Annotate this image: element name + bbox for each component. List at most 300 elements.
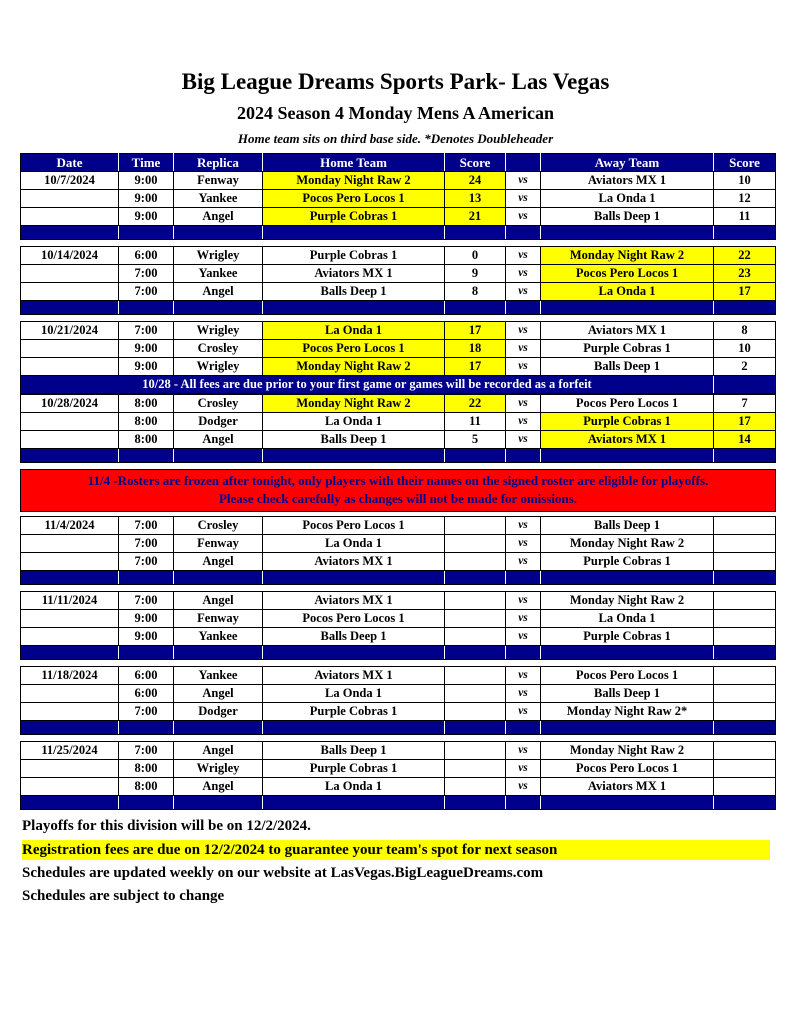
home-score-cell (445, 685, 506, 703)
separator-cell (174, 301, 263, 315)
date-cell (21, 778, 119, 796)
separator-cell (714, 646, 776, 660)
separator-cell (445, 796, 506, 810)
home-score-cell: 17 (445, 358, 506, 376)
time-cell: 7:00 (119, 553, 174, 571)
game-row (21, 283, 776, 301)
replica-cell: Dodger (174, 413, 263, 431)
separator-cell (263, 721, 445, 735)
time-cell: 6:00 (119, 247, 174, 265)
away-score-cell (714, 517, 776, 535)
date-cell (21, 265, 119, 283)
website-note: Schedules are updated weekly on our website at LasVegas.BigLeagueDreams.com (22, 865, 544, 881)
home-team-cell: Purple Cobras 1 (263, 208, 445, 226)
time-cell: 8:00 (119, 395, 174, 413)
home-team-cell: Purple Cobras 1 (263, 760, 445, 778)
away-team-cell: Balls Deep 1 (541, 517, 714, 535)
home-score-cell: 0 (445, 247, 506, 265)
separator-cell (21, 646, 119, 660)
away-team-cell: Purple Cobras 1 (541, 628, 714, 646)
game-row (21, 358, 776, 376)
home-team-cell: Pocos Pero Locos 1 (263, 190, 445, 208)
roster-freeze-banner (20, 469, 776, 512)
separator-cell (445, 226, 506, 240)
vs-label: vs (506, 667, 541, 685)
replica-cell: Yankee (174, 628, 263, 646)
vs-label: vs (506, 413, 541, 431)
separator-cell (174, 721, 263, 735)
separator-cell (119, 301, 174, 315)
date-cell (21, 431, 119, 449)
time-cell: 9:00 (119, 628, 174, 646)
away-team-cell: Monday Night Raw 2 (541, 535, 714, 553)
vs-label: vs (506, 703, 541, 721)
time-cell: 7:00 (119, 322, 174, 340)
game-row (21, 431, 776, 449)
time-cell: 9:00 (119, 340, 174, 358)
home-score-cell: 24 (445, 172, 506, 190)
date-cell: 11/11/2024 (21, 592, 119, 610)
separator-cell (445, 449, 506, 463)
game-row (21, 685, 776, 703)
column-header-score: Score (445, 154, 506, 172)
date-cell (21, 358, 119, 376)
away-score-cell (714, 778, 776, 796)
away-team-cell: La Onda 1 (541, 610, 714, 628)
vs-label: vs (506, 610, 541, 628)
away-team-cell: Aviators MX 1 (541, 431, 714, 449)
away-team-cell: Pocos Pero Locos 1 (541, 760, 714, 778)
vs-label: vs (506, 395, 541, 413)
away-team-cell: Pocos Pero Locos 1 (541, 667, 714, 685)
separator-row (21, 796, 776, 810)
home-team-cell: Balls Deep 1 (263, 628, 445, 646)
home-score-cell (445, 517, 506, 535)
time-cell: 8:00 (119, 413, 174, 431)
away-score-cell (714, 703, 776, 721)
separator-cell (174, 449, 263, 463)
home-score-cell (445, 592, 506, 610)
date-cell (21, 628, 119, 646)
home-score-cell (445, 610, 506, 628)
home-score-cell (445, 553, 506, 571)
away-score-cell: 17 (714, 413, 776, 431)
away-score-cell (714, 667, 776, 685)
separator-cell (174, 796, 263, 810)
home-score-cell (445, 628, 506, 646)
column-header-time: Time (119, 154, 174, 172)
date-cell: 10/28/2024 (21, 395, 119, 413)
schedule-block (20, 666, 776, 735)
separator-cell (119, 796, 174, 810)
away-team-cell: Pocos Pero Locos 1 (541, 395, 714, 413)
home-team-cell: La Onda 1 (263, 685, 445, 703)
away-score-cell (714, 760, 776, 778)
away-team-cell: Balls Deep 1 (541, 208, 714, 226)
date-cell (21, 535, 119, 553)
fees-banner-row (21, 376, 776, 394)
separator-cell (541, 796, 714, 810)
away-score-cell: 23 (714, 265, 776, 283)
away-score-cell (714, 685, 776, 703)
vs-label: vs (506, 358, 541, 376)
away-team-cell: La Onda 1 (541, 190, 714, 208)
home-team-cell: La Onda 1 (263, 413, 445, 431)
home-score-cell (445, 760, 506, 778)
replica-cell: Angel (174, 431, 263, 449)
away-team-cell: Aviators MX 1 (541, 322, 714, 340)
date-cell (21, 340, 119, 358)
game-row (21, 628, 776, 646)
separator-cell (506, 721, 541, 735)
date-cell (21, 553, 119, 571)
playoffs-note: Playoffs for this division will be on 12/2/2024. (22, 818, 311, 834)
away-score-cell (714, 628, 776, 646)
footer (22, 816, 791, 906)
page-subtitle: 2024 Season 4 Monday Mens A American (236, 103, 554, 123)
home-team-cell: Purple Cobras 1 (263, 247, 445, 265)
separator-cell (21, 796, 119, 810)
game-row (21, 322, 776, 340)
date-cell (21, 413, 119, 431)
home-team-cell: Balls Deep 1 (263, 283, 445, 301)
home-score-cell (445, 667, 506, 685)
separator-cell (263, 226, 445, 240)
replica-cell: Wrigley (174, 760, 263, 778)
vs-label: vs (506, 431, 541, 449)
away-score-cell (714, 610, 776, 628)
header-row (21, 154, 776, 172)
away-score-cell: 10 (714, 340, 776, 358)
separator-cell (506, 796, 541, 810)
game-row (21, 778, 776, 796)
home-team-cell: Monday Night Raw 2 (263, 395, 445, 413)
game-row (21, 742, 776, 760)
separator-cell (541, 721, 714, 735)
separator-cell (119, 721, 174, 735)
replica-cell: Fenway (174, 172, 263, 190)
separator-cell (506, 449, 541, 463)
separator-cell (119, 571, 174, 585)
date-cell: 10/21/2024 (21, 322, 119, 340)
game-row (21, 535, 776, 553)
home-team-cell: Aviators MX 1 (263, 592, 445, 610)
away-team-cell: Balls Deep 1 (541, 685, 714, 703)
subject-to-change-note: Schedules are subject to change (22, 888, 225, 904)
game-row (21, 667, 776, 685)
schedule-block (20, 153, 776, 240)
home-team-cell: Aviators MX 1 (263, 265, 445, 283)
separator-cell (541, 449, 714, 463)
schedule-block (20, 394, 776, 463)
date-cell (21, 685, 119, 703)
away-team-cell: Balls Deep 1 (541, 358, 714, 376)
game-row (21, 517, 776, 535)
away-team-cell: Aviators MX 1 (541, 172, 714, 190)
replica-cell: Yankee (174, 265, 263, 283)
home-team-cell: Pocos Pero Locos 1 (263, 517, 445, 535)
date-cell: 11/18/2024 (21, 667, 119, 685)
vs-label: vs (506, 208, 541, 226)
game-row (21, 395, 776, 413)
away-score-cell: 10 (714, 172, 776, 190)
separator-cell (119, 646, 174, 660)
replica-cell: Wrigley (174, 247, 263, 265)
vs-label: vs (506, 340, 541, 358)
game-row (21, 190, 776, 208)
column-header-home-team: Home Team (263, 154, 445, 172)
home-team-note: Home team sits on third base side. *Denotes Doubleheader (237, 131, 554, 146)
game-row (21, 208, 776, 226)
separator-cell (174, 571, 263, 585)
replica-cell: Fenway (174, 610, 263, 628)
home-team-cell: Aviators MX 1 (263, 553, 445, 571)
home-score-cell: 9 (445, 265, 506, 283)
game-row (21, 703, 776, 721)
separator-row (21, 646, 776, 660)
schedule-table (20, 153, 776, 810)
vs-label: vs (506, 283, 541, 301)
home-team-cell: Monday Night Raw 2 (263, 358, 445, 376)
home-team-cell: Balls Deep 1 (263, 431, 445, 449)
schedule-block (20, 741, 776, 810)
separator-cell (506, 571, 541, 585)
time-cell: 7:00 (119, 517, 174, 535)
time-cell: 6:00 (119, 667, 174, 685)
separator-cell (506, 226, 541, 240)
home-score-cell: 11 (445, 413, 506, 431)
vs-label: vs (506, 247, 541, 265)
separator-cell (714, 571, 776, 585)
replica-cell: Wrigley (174, 358, 263, 376)
away-score-cell (714, 553, 776, 571)
separator-cell (263, 449, 445, 463)
time-cell: 7:00 (119, 703, 174, 721)
time-cell: 8:00 (119, 431, 174, 449)
replica-cell: Yankee (174, 667, 263, 685)
vs-label: vs (506, 553, 541, 571)
game-row (21, 265, 776, 283)
separator-cell (714, 796, 776, 810)
date-cell: 11/4/2024 (21, 517, 119, 535)
replica-cell: Angel (174, 283, 263, 301)
away-score-cell: 14 (714, 431, 776, 449)
registration-note: Registration fees are due on 12/2/2024 to guarantee your team's spot for next season (22, 840, 770, 860)
away-score-cell: 12 (714, 190, 776, 208)
replica-cell: Angel (174, 778, 263, 796)
replica-cell: Crosley (174, 517, 263, 535)
replica-cell: Angel (174, 742, 263, 760)
home-team-cell: La Onda 1 (263, 778, 445, 796)
separator-row (21, 301, 776, 315)
game-row (21, 172, 776, 190)
date-cell (21, 208, 119, 226)
vs-label: vs (506, 190, 541, 208)
separator-cell (714, 721, 776, 735)
date-cell: 10/7/2024 (21, 172, 119, 190)
schedule-block (20, 246, 776, 315)
home-team-cell: Pocos Pero Locos 1 (263, 340, 445, 358)
separator-cell (263, 646, 445, 660)
time-cell: 9:00 (119, 190, 174, 208)
separator-cell (174, 646, 263, 660)
away-team-cell: Monday Night Raw 2 (541, 247, 714, 265)
separator-row (21, 721, 776, 735)
home-score-cell (445, 778, 506, 796)
time-cell: 7:00 (119, 535, 174, 553)
separator-cell (21, 571, 119, 585)
separator-row (21, 449, 776, 463)
column-header-away-score: Score (714, 154, 776, 172)
vs-label: vs (506, 778, 541, 796)
home-score-cell: 17 (445, 322, 506, 340)
away-score-cell: 11 (714, 208, 776, 226)
replica-cell: Crosley (174, 340, 263, 358)
schedule-block (20, 591, 776, 660)
time-cell: 9:00 (119, 358, 174, 376)
separator-cell (445, 721, 506, 735)
game-row (21, 413, 776, 431)
date-cell (21, 190, 119, 208)
home-team-cell: La Onda 1 (263, 535, 445, 553)
separator-cell (541, 301, 714, 315)
roster-freeze-line2: Please check carefully as changes will not be made for omissions. (218, 491, 578, 506)
away-team-cell: Monday Night Raw 2 (541, 592, 714, 610)
game-row (21, 553, 776, 571)
separator-cell (263, 571, 445, 585)
replica-cell: Wrigley (174, 322, 263, 340)
separator-cell (119, 226, 174, 240)
home-team-cell: La Onda 1 (263, 322, 445, 340)
away-score-cell (714, 592, 776, 610)
away-team-cell: Pocos Pero Locos 1 (541, 265, 714, 283)
separator-cell (21, 301, 119, 315)
vs-label: vs (506, 535, 541, 553)
fees-banner-text: 10/28 - All fees are due prior to your first game or games will be recorded as a forfeit (21, 376, 714, 394)
time-cell: 7:00 (119, 742, 174, 760)
home-score-cell: 21 (445, 208, 506, 226)
away-team-cell: Monday Night Raw 2 (541, 742, 714, 760)
replica-cell: Yankee (174, 190, 263, 208)
home-score-cell (445, 703, 506, 721)
replica-cell: Angel (174, 208, 263, 226)
vs-label: vs (506, 760, 541, 778)
home-team-cell: Monday Night Raw 2 (263, 172, 445, 190)
date-cell: 10/14/2024 (21, 247, 119, 265)
separator-cell (119, 449, 174, 463)
replica-cell: Angel (174, 553, 263, 571)
time-cell: 9:00 (119, 208, 174, 226)
separator-row (21, 226, 776, 240)
time-cell: 7:00 (119, 592, 174, 610)
game-row (21, 340, 776, 358)
home-score-cell: 13 (445, 190, 506, 208)
away-score-cell: 8 (714, 322, 776, 340)
time-cell: 9:00 (119, 172, 174, 190)
separator-cell (445, 301, 506, 315)
separator-cell (714, 226, 776, 240)
date-cell (21, 760, 119, 778)
separator-cell (263, 301, 445, 315)
away-team-cell: Purple Cobras 1 (541, 553, 714, 571)
game-row (21, 247, 776, 265)
separator-cell (541, 226, 714, 240)
home-team-cell: Aviators MX 1 (263, 667, 445, 685)
separator-cell (445, 571, 506, 585)
separator-cell (21, 449, 119, 463)
away-score-cell (714, 742, 776, 760)
away-team-cell: Monday Night Raw 2* (541, 703, 714, 721)
replica-cell: Crosley (174, 395, 263, 413)
home-team-cell: Balls Deep 1 (263, 742, 445, 760)
fees-banner-end-cell (714, 376, 776, 394)
away-score-cell: 7 (714, 395, 776, 413)
home-score-cell: 22 (445, 395, 506, 413)
date-cell (21, 703, 119, 721)
home-score-cell (445, 742, 506, 760)
replica-cell: Angel (174, 685, 263, 703)
home-score-cell: 8 (445, 283, 506, 301)
separator-cell (541, 646, 714, 660)
home-score-cell (445, 535, 506, 553)
separator-cell (174, 226, 263, 240)
replica-cell: Fenway (174, 535, 263, 553)
time-cell: 8:00 (119, 778, 174, 796)
separator-cell (506, 646, 541, 660)
away-score-cell: 17 (714, 283, 776, 301)
column-header-replica: Replica (174, 154, 263, 172)
separator-cell (21, 721, 119, 735)
replica-cell: Dodger (174, 703, 263, 721)
time-cell: 7:00 (119, 283, 174, 301)
vs-label: vs (506, 322, 541, 340)
away-team-cell: Purple Cobras 1 (541, 413, 714, 431)
separator-cell (541, 571, 714, 585)
column-header-date: Date (21, 154, 119, 172)
away-score-cell (714, 535, 776, 553)
home-team-cell: Purple Cobras 1 (263, 703, 445, 721)
home-team-cell: Pocos Pero Locos 1 (263, 610, 445, 628)
separator-cell (714, 449, 776, 463)
vs-label: vs (506, 628, 541, 646)
vs-label: vs (506, 742, 541, 760)
separator-row (21, 571, 776, 585)
vs-label: vs (506, 265, 541, 283)
away-team-cell: Purple Cobras 1 (541, 340, 714, 358)
time-cell: 8:00 (119, 760, 174, 778)
vs-label: vs (506, 685, 541, 703)
away-score-cell: 22 (714, 247, 776, 265)
game-row (21, 610, 776, 628)
column-header-away-team: Away Team (541, 154, 714, 172)
vs-label: vs (506, 592, 541, 610)
time-cell: 9:00 (119, 610, 174, 628)
separator-cell (263, 796, 445, 810)
separator-cell (714, 301, 776, 315)
schedule-block (20, 321, 776, 394)
away-score-cell: 2 (714, 358, 776, 376)
separator-cell (506, 301, 541, 315)
roster-freeze-line1: 11/4 -Rosters are frozen after tonight, only players with their names on the signed roster are eligible for playoffs. (87, 473, 709, 488)
replica-cell: Angel (174, 592, 263, 610)
date-cell (21, 283, 119, 301)
away-team-cell: La Onda 1 (541, 283, 714, 301)
away-team-cell: Aviators MX 1 (541, 778, 714, 796)
date-cell: 11/25/2024 (21, 742, 119, 760)
column-header-vs (506, 154, 541, 172)
time-cell: 6:00 (119, 685, 174, 703)
home-score-cell: 18 (445, 340, 506, 358)
